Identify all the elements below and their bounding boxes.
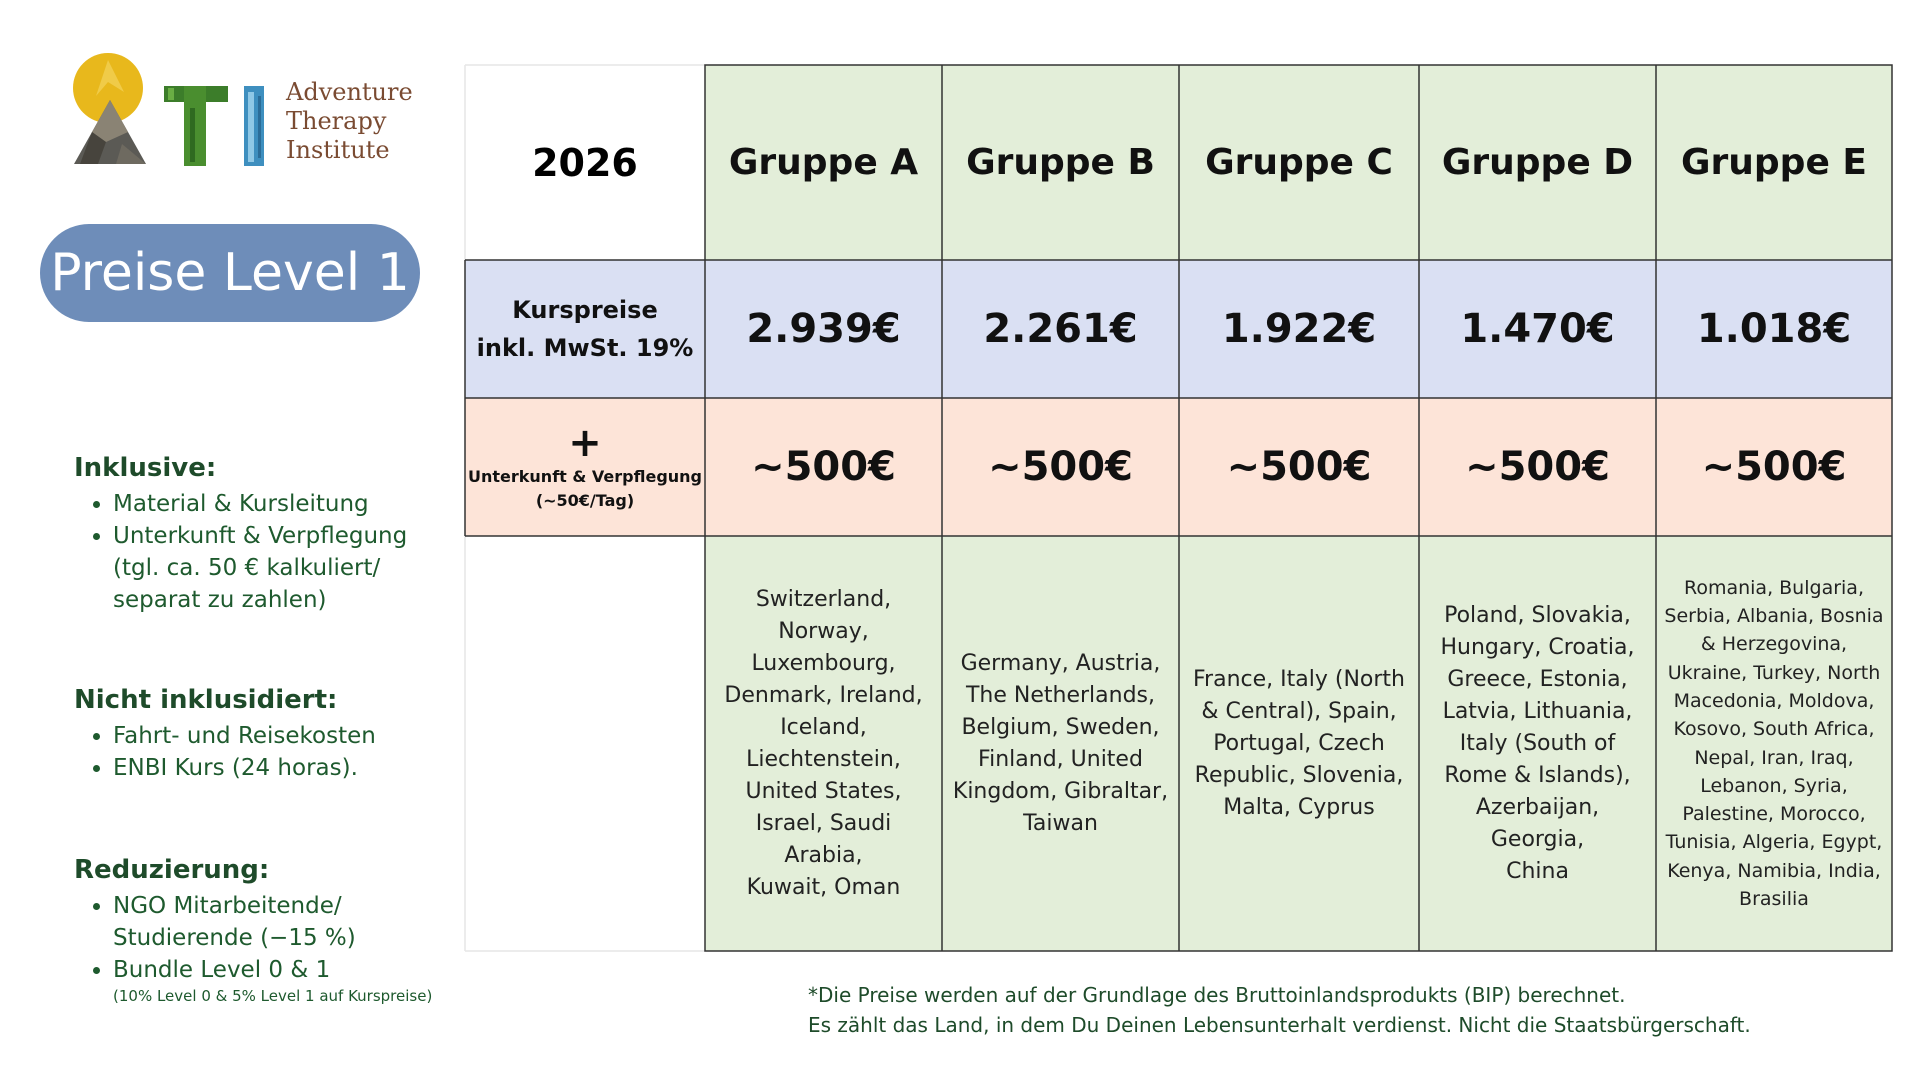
price-value: 1.922€ bbox=[1221, 306, 1377, 352]
countries-list bbox=[1658, 574, 1889, 914]
reduzierung-section bbox=[74, 854, 454, 1006]
kurspreise-label-line-2: inkl. MwSt. 19% bbox=[476, 334, 694, 362]
countries-list bbox=[705, 584, 942, 904]
countries-cell bbox=[1179, 536, 1419, 951]
country-line: Kingdom, Gibraltar, bbox=[952, 778, 1169, 804]
list-item-text: NGO Mitarbeitende/ bbox=[113, 893, 342, 919]
group-header bbox=[705, 65, 942, 260]
plus-icon: + bbox=[568, 420, 602, 466]
country-line: Azerbaijan, Georgia, bbox=[1475, 794, 1600, 852]
country-line: Malta, Cyprus bbox=[1223, 794, 1375, 820]
year-cell bbox=[465, 65, 705, 260]
country-line: Rome & Islands), bbox=[1444, 762, 1631, 788]
reduzierung-title: Reduzierung: bbox=[74, 855, 270, 885]
group-header-label: Gruppe C bbox=[1205, 142, 1393, 183]
country-line: Iceland, bbox=[780, 714, 867, 740]
list-item-text: Studierende (−15 %) bbox=[113, 925, 356, 951]
country-line: Romania, Bulgaria, bbox=[1683, 576, 1864, 599]
footnote-line-2: Es zählt das Land, in dem Du Deinen Lebensunterhalt verdienst. Nicht die Staatsbürgerschaft. bbox=[808, 1013, 1751, 1037]
kurspreise-label-line-1: Kurspreise bbox=[512, 296, 658, 324]
list-item-text: separat zu zahlen) bbox=[113, 587, 327, 613]
price-value: 2.939€ bbox=[746, 306, 901, 352]
country-line: & Herzegovina, bbox=[1700, 633, 1848, 656]
countries-cell bbox=[705, 536, 942, 951]
level-badge: Preise Level 1 bbox=[40, 224, 420, 322]
list-item bbox=[113, 890, 454, 954]
inklusive-list bbox=[74, 488, 454, 616]
list-item bbox=[113, 520, 454, 616]
footnote-line-1: *Die Preise werden auf der Grundlage des Bruttoinlandsprodukts (BIP) berechnet. bbox=[808, 983, 1626, 1007]
unterkunft-value: ~500€ bbox=[988, 444, 1133, 490]
nicht-list bbox=[74, 720, 454, 784]
price-cell bbox=[1419, 260, 1656, 398]
country-line: Ukraine, Turkey, North bbox=[1667, 661, 1881, 684]
list-item: • Material & Kursleitung bbox=[113, 488, 454, 520]
country-line: Brasilia bbox=[1739, 887, 1809, 910]
price-value: 1.018€ bbox=[1696, 306, 1852, 352]
country-line: Tunisia, Algeria, Egypt, bbox=[1665, 831, 1883, 854]
country-line: Kosovo, South Africa, bbox=[1673, 718, 1875, 741]
group-header bbox=[1179, 65, 1419, 260]
country-line: Finland, United bbox=[978, 746, 1143, 772]
country-line: Norway, bbox=[778, 618, 869, 644]
price-cell bbox=[1656, 260, 1892, 398]
unterkunft-cell bbox=[705, 398, 942, 536]
countries-cell bbox=[1656, 536, 1892, 951]
country-line: China bbox=[1506, 858, 1569, 884]
list-item: • ENBI Kurs (24 horas). bbox=[113, 752, 454, 784]
country-line: Latvia, Lithuania, bbox=[1442, 698, 1633, 724]
unterkunft-value: ~500€ bbox=[1226, 444, 1372, 490]
unterkunft-cell bbox=[1656, 398, 1892, 536]
country-line: Liechtenstein, bbox=[746, 746, 901, 772]
country-line: Kuwait, Oman bbox=[746, 874, 901, 900]
group-header-label: Gruppe A bbox=[728, 142, 919, 183]
country-line: United States, bbox=[745, 778, 902, 804]
country-line: Palestine, Morocco, bbox=[1682, 803, 1866, 826]
country-line: Poland, Slovakia, bbox=[1444, 602, 1631, 628]
unterkunft-label-line-1: Unterkunft & Verpflegung bbox=[468, 467, 702, 486]
countries-list bbox=[1183, 664, 1415, 824]
ati-logo-icon bbox=[72, 52, 272, 170]
inklusive-title: Inklusive: bbox=[74, 453, 217, 483]
price-cell bbox=[942, 260, 1179, 398]
country-line: Germany, Austria, bbox=[960, 650, 1161, 676]
country-line: Greece, Estonia, bbox=[1447, 666, 1628, 692]
group-header-label: Gruppe D bbox=[1441, 142, 1634, 183]
nicht-title: Nicht inklusidiert: bbox=[74, 685, 338, 715]
country-line: Portugal, Czech bbox=[1213, 730, 1385, 756]
kurspreise-label-cell bbox=[465, 260, 705, 398]
unterkunft-value: ~500€ bbox=[751, 444, 896, 490]
reduzierung-list bbox=[74, 890, 454, 986]
unterkunft-value: ~500€ bbox=[1701, 444, 1847, 490]
unterkunft-cell bbox=[1419, 398, 1656, 536]
unterkunft-label-cell bbox=[465, 398, 705, 536]
group-header bbox=[1656, 65, 1892, 260]
country-line: Taiwan bbox=[1023, 810, 1098, 836]
unterkunft-cell bbox=[942, 398, 1179, 536]
kurspreise-label bbox=[477, 291, 694, 367]
price-value: 1.470€ bbox=[1460, 306, 1615, 352]
logo-wordmark bbox=[286, 78, 413, 165]
inklusive-section bbox=[74, 452, 454, 616]
group-header bbox=[942, 65, 1179, 260]
country-line: Macedonia, Moldova, bbox=[1673, 689, 1875, 712]
country-line: Republic, Slovenia, bbox=[1194, 762, 1404, 788]
price-cell bbox=[1179, 260, 1419, 398]
reduzierung-note: (10% Level 0 & 5% Level 1 auf Kurspreise) bbox=[113, 987, 433, 1005]
country-line: Lebanon, Syria, bbox=[1700, 774, 1848, 797]
unterkunft-value: ~500€ bbox=[1465, 444, 1610, 490]
country-line: Luxembourg, bbox=[751, 650, 896, 676]
logo-line-1: Adventure bbox=[286, 78, 413, 106]
group-header-label: Gruppe B bbox=[966, 142, 1155, 183]
countries-cell bbox=[942, 536, 1179, 951]
unterkunft-cell bbox=[1179, 398, 1419, 536]
logo-line-2: Therapy bbox=[286, 107, 387, 135]
price-value: 2.261€ bbox=[983, 306, 1138, 352]
year-label: 2026 bbox=[532, 140, 638, 185]
unterkunft-label-line-2: (~50€/Tag) bbox=[535, 491, 635, 510]
country-line: Nepal, Iran, Iraq, bbox=[1694, 746, 1854, 769]
logo bbox=[72, 52, 432, 170]
country-line: Serbia, Albania, Bosnia bbox=[1664, 605, 1884, 628]
countries-list bbox=[1419, 600, 1656, 888]
group-header-label: Gruppe E bbox=[1680, 142, 1867, 183]
list-item-text: (tgl. ca. 50 € kalkuliert/ bbox=[113, 555, 381, 581]
list-item-text: Unterkunft & Verpflegung bbox=[113, 523, 408, 549]
country-line: Italy (South of bbox=[1459, 730, 1616, 756]
country-line: Kenya, Namibia, India, bbox=[1667, 859, 1881, 882]
group-header bbox=[1419, 65, 1656, 260]
country-line: Denmark, Ireland, bbox=[724, 682, 923, 708]
list-item: • Fahrt- und Reisekosten bbox=[113, 720, 454, 752]
logo-line-3: Institute bbox=[286, 136, 390, 164]
country-line: France, Italy (North bbox=[1193, 666, 1405, 692]
country-line: Hungary, Croatia, bbox=[1440, 634, 1635, 660]
price-cell bbox=[705, 260, 942, 398]
countries-cell bbox=[1419, 536, 1656, 951]
country-line: Belgium, Sweden, bbox=[961, 714, 1160, 740]
country-line: & Central), Spain, bbox=[1201, 698, 1397, 724]
footnote bbox=[808, 980, 1751, 1040]
country-line: The Netherlands, bbox=[965, 682, 1155, 708]
country-line: Switzerland, bbox=[755, 586, 892, 612]
nicht-section bbox=[74, 684, 454, 784]
list-item: • Bundle Level 0 & 1 bbox=[113, 954, 454, 986]
countries-list bbox=[943, 648, 1178, 840]
empty-cell bbox=[465, 536, 705, 951]
country-line: Israel, Saudi Arabia, bbox=[755, 810, 892, 868]
